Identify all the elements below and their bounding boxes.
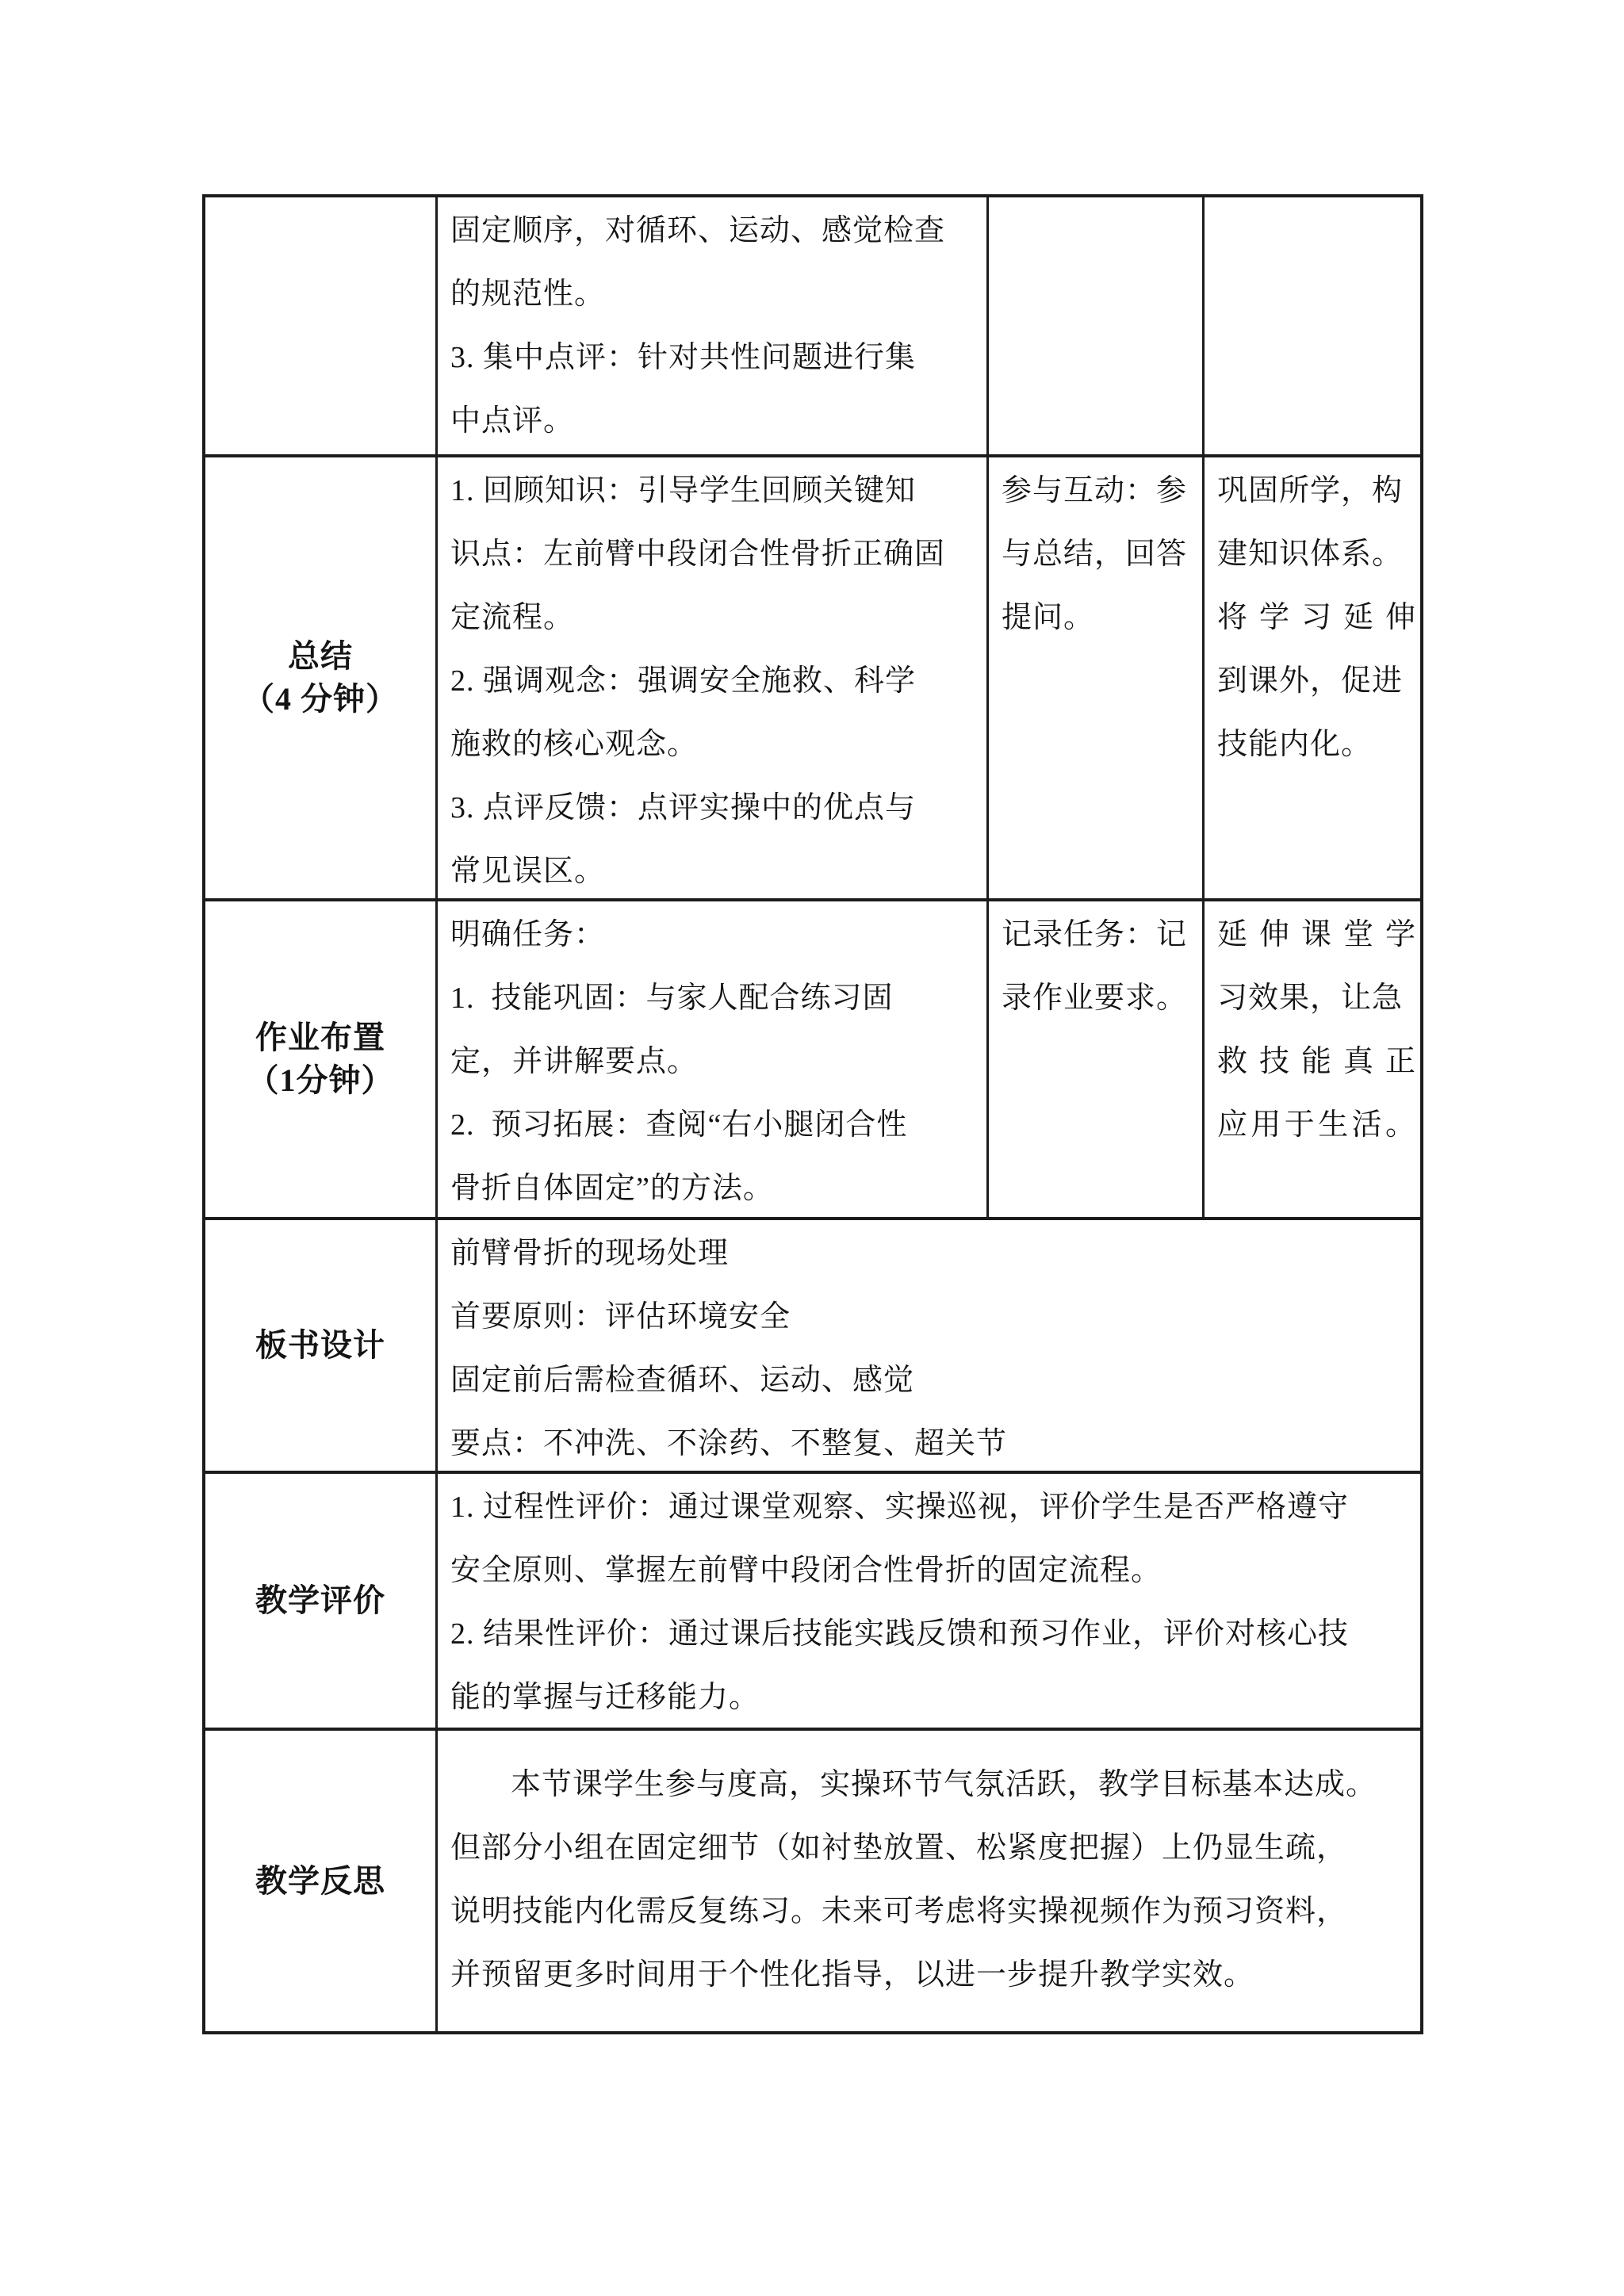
cell-stage-empty xyxy=(205,197,435,454)
stage-label: 总结 xyxy=(288,638,353,674)
text-line: 明确任务： xyxy=(450,918,606,951)
cell-student-activity-empty xyxy=(986,197,1202,454)
cell-reflection-content xyxy=(435,1731,1427,2031)
cell-stage-board-design xyxy=(205,1220,435,1471)
stage-duration: （1分钟） xyxy=(247,1062,394,1098)
cell-stage-summary xyxy=(205,457,435,898)
text-line: 技能内化。 xyxy=(1217,728,1373,761)
table-row-continuation xyxy=(205,197,1420,454)
stage-duration: （4 分钟） xyxy=(243,681,398,717)
table-row-summary xyxy=(205,454,1420,898)
cell-stage-reflection xyxy=(205,1731,435,2031)
text-line: 参与互动：参 xyxy=(1002,474,1188,507)
stage-label: 作业布置 xyxy=(255,1020,385,1055)
text-line: 延伸课堂学 xyxy=(1217,918,1415,951)
text-line: 与总结，回答 xyxy=(1002,538,1188,571)
text-line: 定，并讲解要点。 xyxy=(450,1045,699,1078)
text-line: 提问。 xyxy=(1002,601,1095,634)
text-line: 能的掌握与迁移能力。 xyxy=(450,1681,760,1714)
text-line: 1. 过程性评价：通过课堂观察、实操巡视，评价学生是否严格遵守 xyxy=(450,1490,1350,1524)
text-line: 固定顺序，对循环、运动、感觉检查 xyxy=(450,214,946,247)
text-line: 本节课学生参与度高，实操环节气氛活跃，教学目标基本达成。 xyxy=(511,1768,1377,1801)
stage-label: 教学反思 xyxy=(255,1862,385,1899)
text-line: 中点评。 xyxy=(450,404,575,438)
cell-design-intent xyxy=(1202,457,1427,898)
text-line: 但部分小组在固定细节（如衬垫放置、松紧度把握）上仍显生疏， xyxy=(450,1831,1348,1865)
cell-teacher-activity xyxy=(435,197,986,454)
text-line: 3. 集中点评：针对共性问题进行集 xyxy=(450,341,917,374)
text-line: 定流程。 xyxy=(450,601,575,634)
text-line: 前臂骨折的现场处理 xyxy=(450,1237,730,1270)
text-line: 2. 结果性评价：通过课后技能实践反馈和预习作业，评价对核心技 xyxy=(450,1617,1350,1651)
text-line: 1. 回顾知识：引导学生回顾关键知 xyxy=(450,474,917,507)
text-line: 应用于生活。 xyxy=(1217,1108,1415,1142)
text-line: 骨折自体固定”的方法。 xyxy=(450,1172,774,1205)
text-line: 巩固所学，构 xyxy=(1217,474,1404,507)
text-line: 3. 点评反馈：点评实操中的优点与 xyxy=(450,791,917,825)
text-line: 2. 预习拓展：查阅“右小腿闭合性 xyxy=(450,1108,908,1142)
text-line: 2. 强调观念：强调安全施救、科学 xyxy=(450,664,917,698)
text-line: 的规范性。 xyxy=(450,277,606,311)
text-line: 习效果，让急 xyxy=(1217,982,1404,1015)
stage-label: 板书设计 xyxy=(255,1327,385,1363)
cell-board-design-content xyxy=(435,1220,1427,1471)
table-row-evaluation xyxy=(205,1471,1420,1728)
cell-design-intent xyxy=(1202,901,1427,1217)
text-line: 录作业要求。 xyxy=(1002,982,1188,1015)
cell-stage-evaluation xyxy=(205,1474,435,1728)
cell-evaluation-content xyxy=(435,1474,1427,1728)
cell-teacher-activity xyxy=(435,457,986,898)
text-line: 常见误区。 xyxy=(450,855,606,888)
lesson-plan-table xyxy=(202,194,1423,2034)
text-line: 将学习延伸 xyxy=(1217,601,1415,634)
text-line: 说明技能内化需反复练习。未来可考虑将实操视频作为预习资料， xyxy=(450,1895,1348,1928)
text-line: 安全原则、掌握左前臂中段闭合性骨折的固定流程。 xyxy=(450,1554,1162,1587)
cell-design-intent-empty xyxy=(1202,197,1427,454)
cell-student-activity xyxy=(986,457,1202,898)
text-line: 并预留更多时间用于个性化指导，以进一步提升教学实效。 xyxy=(450,1958,1255,1992)
table-row-homework xyxy=(205,898,1420,1217)
table-row-board-design xyxy=(205,1217,1420,1471)
cell-stage-homework xyxy=(205,901,435,1217)
text-line: 要点：不冲洗、不涂药、不整复、超关节 xyxy=(450,1427,1008,1460)
table-row-reflection xyxy=(205,1728,1420,2031)
cell-student-activity xyxy=(986,901,1202,1217)
text-line: 固定前后需检查循环、运动、感觉 xyxy=(450,1364,915,1397)
text-line: 记录任务：记 xyxy=(1002,918,1188,951)
text-line: 建知识体系。 xyxy=(1217,538,1404,571)
cell-teacher-activity xyxy=(435,901,986,1217)
text-line: 到课外，促进 xyxy=(1217,664,1404,698)
text-line: 识点：左前臂中段闭合性骨折正确固 xyxy=(450,538,946,571)
text-line: 救技能真正 xyxy=(1217,1045,1415,1078)
text-line: 首要原则：评估环境安全 xyxy=(450,1300,791,1334)
stage-label: 教学评价 xyxy=(255,1582,385,1618)
text-line: 施救的核心观念。 xyxy=(450,728,699,761)
text-line: 1. 技能巩固：与家人配合练习固 xyxy=(450,982,894,1015)
